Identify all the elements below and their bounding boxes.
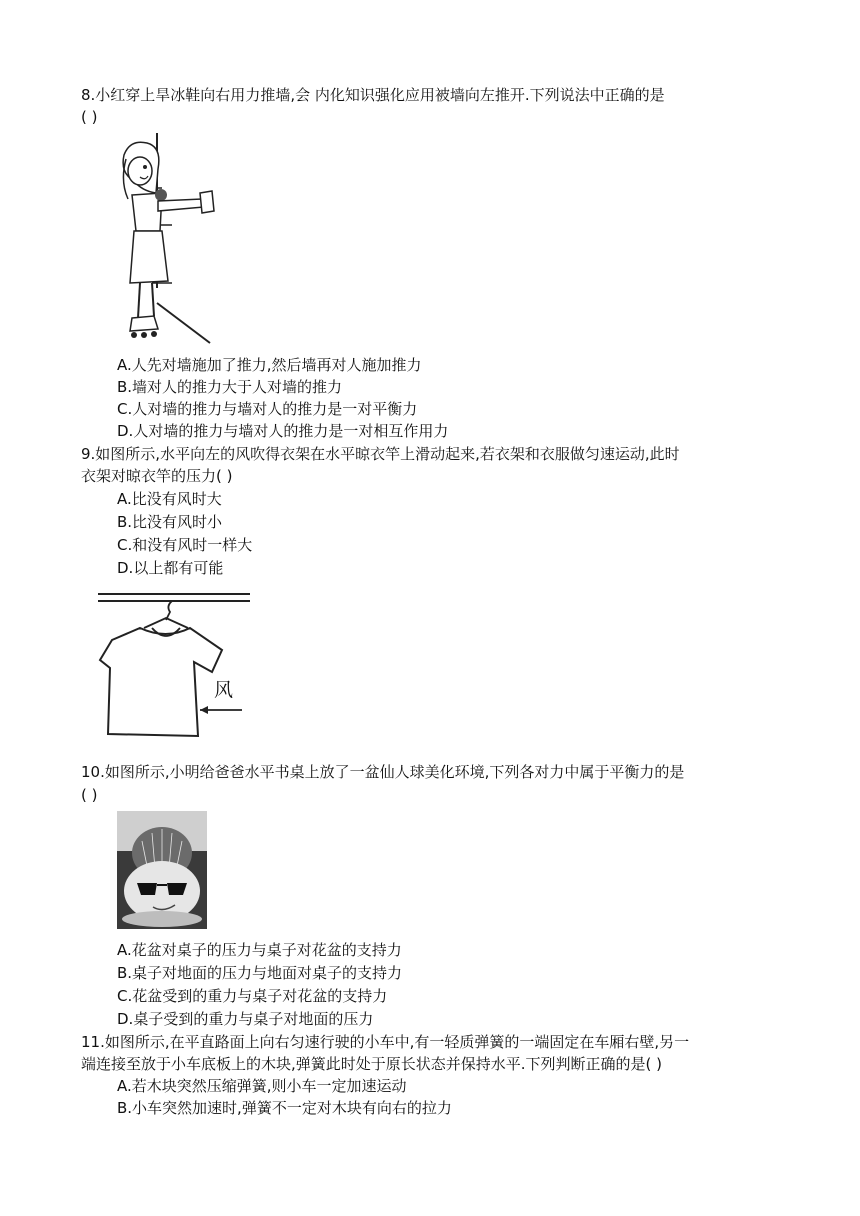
q9-option-a: A.比没有风时大 [117,490,222,508]
q11-stem-line1: 11.如图所示,在平直路面上向右匀速行驶的小车中,有一轻质弹簧的一端固定在车厢右壁,另一 [81,1033,690,1051]
q11-stem-line2: 端连接至放于小车底板上的木块,弹簧此时处于原长状态并保持水平.下列判断正确的是( ) [81,1055,663,1073]
q9-option-c: C.和没有风时一样大 [117,536,253,554]
q8-stem-line1: 8.小红穿上旱冰鞋向右用力推墙,会 内化知识强化应用被墙向左推开.下列说法中正确的是 [81,86,665,104]
q8-option-b: B.墙对人的推力大于人对墙的推力 [117,378,343,396]
q10-figure-cactus-pot-photo [117,811,207,929]
q8-option-c: C.人对墙的推力与墙对人的推力是一对平衡力 [117,400,418,418]
q10-stem-line1: 10.如图所示,小明给爸爸水平书桌上放了一盆仙人球美化环境,下列各对力中属于平衡力的是 [81,763,685,781]
q8-figure-girl-pushing-wall [112,133,217,345]
q10-option-a: A.花盆对桌子的压力与桌子对花盆的支持力 [117,941,402,959]
q9-wind-label: 风 [214,679,234,701]
q10-option-b: B.桌子对地面的压力与地面对桌子的支持力 [117,964,403,982]
q8-stem-line2: ( ) [81,108,98,126]
q10-option-d: D.桌子受到的重力与桌子对地面的压力 [117,1010,374,1028]
q8-option-a: A.人先对墙施加了推力,然后墙再对人施加推力 [117,356,422,374]
q9-stem-line1: 9.如图所示,水平向左的风吹得衣架在水平晾衣竿上滑动起来,若衣架和衣服做匀速运动,此时 [81,445,680,463]
q9-stem-line2: 衣架对晾衣竿的压力( ) [81,467,233,485]
q8-option-d: D.人对墙的推力与墙对人的推力是一对相互作用力 [117,422,449,440]
q9-figure-shirt-on-rack [94,588,254,748]
q10-stem-line2: ( ) [81,786,98,804]
q11-option-b: B.小车突然加速时,弹簧不一定对木块有向右的拉力 [117,1099,452,1117]
q10-option-c: C.花盆受到的重力与桌子对花盆的支持力 [117,987,388,1005]
q9-option-d: D.以上都有可能 [117,559,224,577]
q11-option-a: A.若木块突然压缩弹簧,则小车一定加速运动 [117,1077,407,1095]
q9-option-b: B.比没有风时小 [117,513,223,531]
